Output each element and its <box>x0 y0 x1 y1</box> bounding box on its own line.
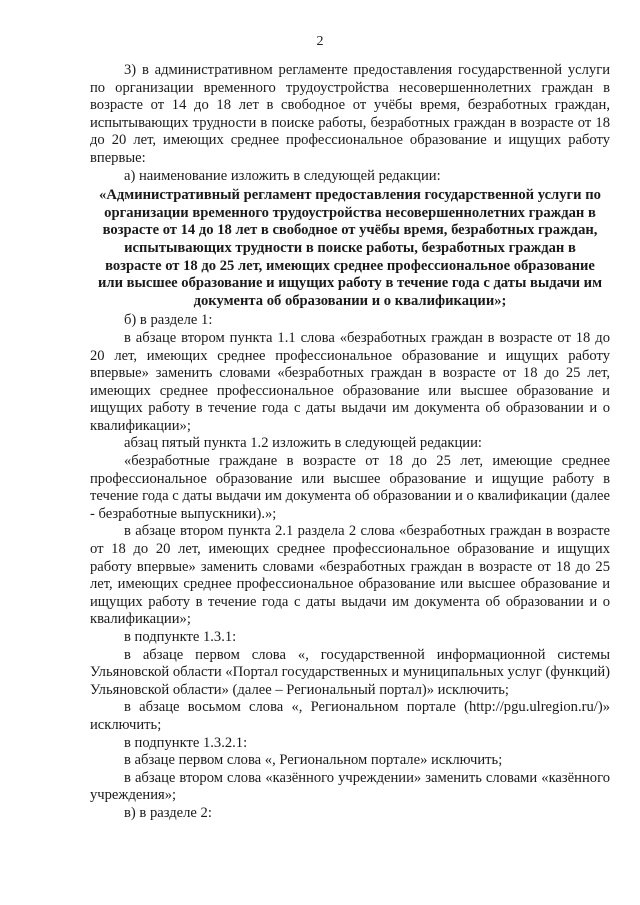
paragraph-clause-1-2-text: «безработные граждане в возрасте от 18 до 25 лет, имеющие среднее профессиональное образование или высшее образование и ищущие работу в течение года с даты выдачи им документа об образовании и о квалификации (далее - безработные выпускники).»; <box>90 453 610 522</box>
regulation-title-bold: «Административный регламент предоставления государственной услуги по организации временного трудоустройства несовершеннолетних граждан в возрасте от 14 до 18 лет в свободное от учёбы время, безработных граждан, испытывающих трудности в поиске работы, безработных граждан в возрасте от 18 до 25 лет, имеющих среднее профессиональное образование или высшее образование и ищущих работу в течение года с даты выдачи им документа об образовании и о квалификации»; <box>97 187 603 309</box>
page-number: 2 <box>316 34 324 49</box>
paragraph-item-3-intro: 3) в административном регламенте предоставления государственной услуги по организации временного трудоустройства несовершеннолетних граждан в возрасте от 14 до 18 лет в свободное от учёбы время, безработных граждан, испытывающих трудности в поиске работы, безработных граждан в возрасте от 18 до 20 лет, имеющих среднее профессиональное образование и ищущих работу впервые: <box>90 62 610 166</box>
paragraph-clause-2-1: в абзаце втором пункта 2.1 раздела 2 слова «безработных граждан в возрасте от 18 до 20 лет, имеющих среднее профессиональное образование и ищущих работу впервые» заменить словами «безработных граждан в возрасте от 18 до 25 лет, имеющих среднее профессиональное образование или высшее образование и ищущих работу в течение года с даты выдачи им документа об образовании и о квалификации»; <box>90 523 610 628</box>
paragraph-clause-1-2-intro: абзац пятый пункта 1.2 изложить в следующей редакции: <box>124 435 482 452</box>
paragraph-1-3-1-eighth: в абзаце восьмом слова «, Региональном портале (http://pgu.ulregion.ru/)» исключить; <box>90 699 610 733</box>
paragraph-clause-1-1: в абзаце втором пункта 1.1 слова «безработных граждан в возрасте от 18 до 20 лет, имеющих среднее профессиональное образование и ищущих работу впервые» заменить словами «безработных граждан в возрасте от 18 до 25 лет, имеющих среднее профессиональное образование или высшее образование и ищущих работу в течение года с даты выдачи им документа об образовании и о квалификации»; <box>90 329 610 434</box>
paragraph-subitem-a: а) наименование изложить в следующей редакции: <box>124 167 441 184</box>
paragraph-subitem-v: в) в разделе 2: <box>124 804 212 821</box>
paragraph-1-3-1-first: в абзаце первом слова «, государственной информационной системы Ульяновской области «Портал государственных и муниципальных услуг (функций) Ульяновской области» (далее – Региональный портал)» исключить; <box>90 646 610 698</box>
paragraph-subclause-1-3-1: в подпункте 1.3.1: <box>124 629 237 645</box>
paragraph-subitem-b: б) в разделе 1: <box>124 312 213 329</box>
document-body <box>90 62 610 823</box>
paragraph-1-3-2-1-second: в абзаце втором слова «казённого учреждении» заменить словами «казённого учреждения»; <box>90 769 610 804</box>
paragraph-1-3-2-1-first: в абзаце первом слова «, Региональном портале» исключить; <box>124 752 503 769</box>
paragraph-subclause-1-3-2-1: в подпункте 1.3.2.1: <box>124 734 248 751</box>
